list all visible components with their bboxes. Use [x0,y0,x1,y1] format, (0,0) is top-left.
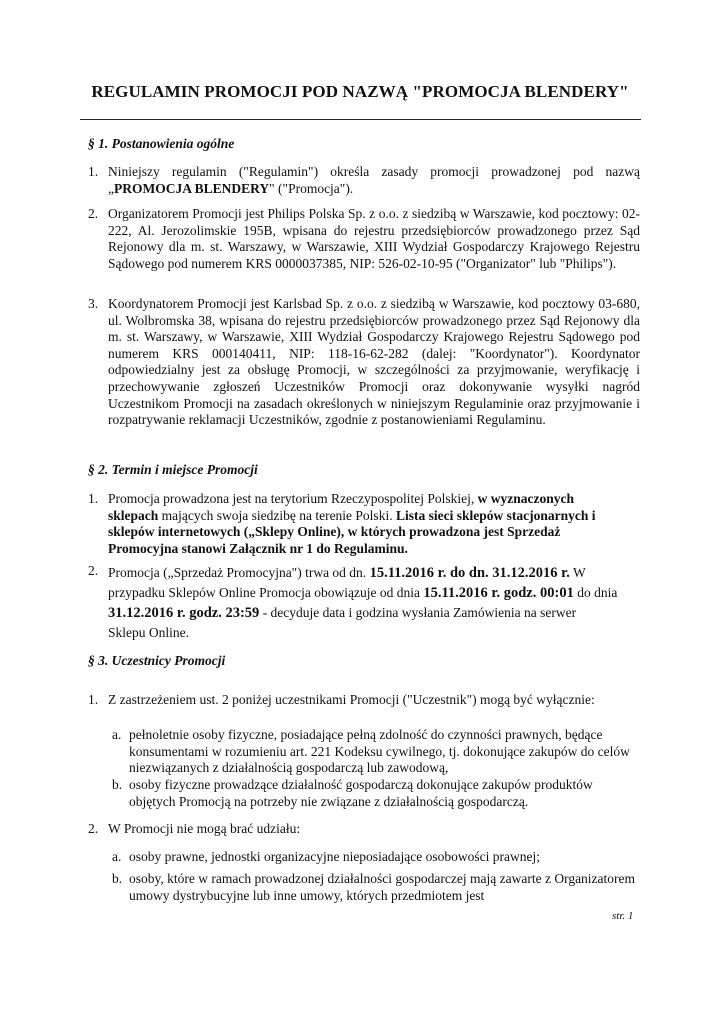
s3-item-d [112,871,640,904]
s1-p3-number: 3. [88,296,99,311]
s2-p1-line-1 [108,491,640,508]
s3-p2-number: 2. [88,821,99,836]
s2-p1-bold-e: Lista sieci sklepów stacjonarnych i [395,507,596,523]
s3-b-text: osoby fizyczne prowadzące działalność gospodarczą dokonujące zakupów produktów objętych Promocją na potrzeby nie związane z działalnością gospodarczą. [129,777,593,809]
s2-p1-text-d: mających swoja siedzibę na terenie Polski. [158,507,396,523]
s2-p1-number: 1. [88,491,99,506]
s2-p2-start: 15.11.2016 r. godz. 00:01 [423,585,574,601]
s2-p2-text-d: przypadku Sklepów Online Promocja obowiązuje od dnia [108,585,424,600]
s2-p2-line-4: Sklepu Online. [108,625,189,640]
s1-p1-tail: " ("Promocja"). [269,180,354,196]
s2-p2-text-c: W [569,565,586,580]
s2-paragraph-1 [88,491,640,557]
s1-paragraph-2 [88,206,640,272]
s3-p2-text: W Promocji nie mogą brać udziału: [108,821,301,836]
s1-p2-text: Organizatorem Promocji jest Philips Polska Sp. z o.o. z siedzibą w Warszawie, kod pocztowy: 02-222, Al. Jerozolimskie 195B, wpisana do rejestru przedsiębiorców prowadzonego przez Sąd Rejonowy dla m. st. Warszawy, w Warszawie, XIII Wydział Gospodarczy Krajowego Rejestru Sądowego pod numerem KRS 0000037385, NIP: 526-02-10-95 ("Organizator" lub "Philips"). [108,206,640,271]
s2-p2-line-3 [108,603,640,623]
s3-d-letter: b. [112,871,123,886]
s3-c-text: osoby prawne, jednostki organizacyjne nieposiadające osobowości prawnej; [129,849,541,864]
s3-item-c [112,849,640,866]
s1-p3-text: Koordynatorem Promocji jest Karlsbad Sp. z o.o. z siedzibą w Warszawie, kod pocztowy 03-680, ul. Wolbromska 38, wpisana do rejestru przedsiębiorców prowadzonego przez Sąd Rejonowy dla m. st. Warszawy, w Warszawie, XIII Wydział Gospodarczy Krajowego Rejestru Sądowego pod numerem KRS 000140411, NIP: 118-16-62-282 (dalej: "Koordynator"). Koordynator odpowiedzialny jest za obsługę Promocji, w szczególności za przyjmowanie, weryfikację i przechowywanie zgłoszeń Uczestników Promocji oraz dokonywanie wysyłki nagród Uczestnikom Promocji na zasadach określonych w niniejszym Regulaminie oraz przyjmowanie i rozpatrywanie reklamacji Uczestników, zgodnie z postanowieniami Regulaminu. [108,296,640,428]
s3-p1-text: Z zastrzeżeniem ust. 2 poniżej uczestnikami Promocji ("Uczestnik") mogą być wyłącznie: [108,692,595,707]
s3-b-letter: b. [112,777,123,792]
s2-p2-end: 31.12.2016 r. godz. 23:59 [108,605,260,621]
s2-p1-bold-f: sklepów internetowych („Sklepy Online), w których prowadzona jest Sprzedaż [108,524,561,540]
s3-paragraph-1 [88,692,640,709]
section-heading-2: § 2. Termin i miejsce Promocji [88,462,258,477]
s2-p1-line-2 [108,508,640,525]
s3-c-letter: a. [112,849,122,864]
section-heading-3: § 3. Uczestnicy Promocji [88,653,226,668]
s3-a-text: pełnoletnie osoby fizyczne, posiadające pełną zdolność do czynności prawnych, będące konsumentami w rozumieniu art. 221 Kodeksu cywilnego, tj. dokonujące zakupów do celów niezwiązanych z działalnością gospodarczą lub zawodową, [129,727,630,776]
s2-p2-text-f: do dnia [573,585,618,600]
s3-item-b [112,777,640,810]
s2-p1-bold-c: sklepach [108,507,159,523]
s1-p1-quote: „ [108,180,114,196]
s2-p1-line-4 [108,541,640,558]
s3-d-text: osoby, które w ramach prowadzonej działalności gospodarczej mają zawarte z Organizatorem umowy dystrybucyjne lub inne umowy, których przedmiotem jest [129,871,636,903]
s2-p1-bold-g: Promocyjna stanowi Załącznik nr 1 do Regulaminu. [108,540,408,556]
s3-item-a [112,727,640,777]
s1-p1-line-b [108,181,640,198]
s1-p1-line-a: Niniejszy regulamin ("Regulamin") określa zasady promocji prowadzonej pod nazwą [108,164,640,179]
s2-p1-bold-b: w wyznaczonych [477,491,575,506]
promotion-name: PROMOCJA BLENDERY [114,180,270,196]
s1-p1-number: 1. [88,164,99,179]
section-heading-1: § 1. Postanowienia ogólne [88,136,235,151]
s2-p1-text-a: Promocja prowadzona jest na terytorium Rzeczypospolitej Polskiej, [108,491,478,506]
s3-paragraph-2 [88,821,640,838]
s2-p2-text-h: - decyduje data i godzina wysłania Zamówienia na serwer [259,605,577,620]
s1-paragraph-3 [88,296,640,429]
s1-paragraph-1 [88,164,640,197]
document-title: REGULAMIN PROMOCJI POD NAZWĄ "PROMOCJA BLENDERY" [91,82,629,101]
s2-p2-text-a: Promocja („Sprzedaż Promocyjna") trwa od dn. [108,565,370,580]
s3-a-letter: a. [112,727,122,742]
s2-p2-dates: 15.11.2016 r. do dn. 31.12.2016 r. [369,565,570,581]
s2-p2-number: 2. [88,563,99,578]
title-divider [80,119,641,120]
s2-paragraph-2 [88,563,640,643]
s2-p2-line-1 [108,563,640,583]
page-number: str. 1 [612,910,634,922]
s2-p1-line-3 [108,524,640,541]
s1-p2-number: 2. [88,206,99,221]
s3-p1-number: 1. [88,692,99,707]
s2-p2-line-2 [108,583,640,603]
